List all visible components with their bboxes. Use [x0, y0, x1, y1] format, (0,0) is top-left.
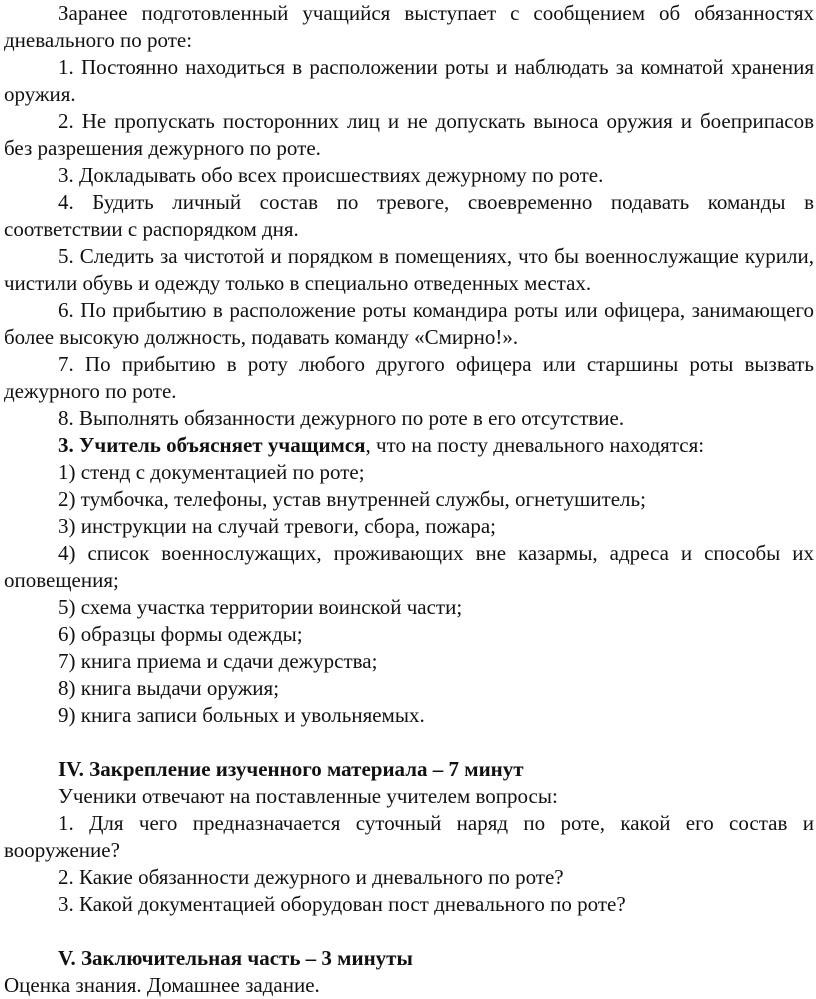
question-item: 3. Какой документацией оборудован пост дневального по роте? — [58, 892, 626, 916]
post-item: 8) книга выдачи оружия; — [58, 676, 280, 700]
section-4-lead: Ученики отвечают на поставленные учителем вопросы: — [58, 784, 558, 808]
questions-list — [4, 810, 814, 918]
post-item: 4) список военнослужащих, проживающих вне казармы, адреса и способы их оповещения; — [4, 541, 814, 592]
post-item: 1) стенд с документацией по роте; — [58, 460, 365, 484]
duty-item: 7. По прибытию в роту любого другого офицера или старшины роты вызвать дежурного по роте. — [4, 352, 814, 403]
question-item: 2. Какие обязанности дежурного и дневального по роте? — [58, 865, 564, 889]
post-item: 6) образцы формы одежды; — [58, 622, 303, 646]
spacer — [4, 918, 814, 945]
duty-item: 1. Постоянно находиться в расположении роты и наблюдать за комнатой хранения оружия. — [4, 55, 814, 106]
document-page — [4, 0, 814, 999]
spacer — [4, 729, 814, 756]
post-item: 3) инструкции на случай тревоги, сбора, пожара; — [58, 514, 497, 538]
duty-item: 3. Докладывать обо всех происшествиях дежурному по роте. — [58, 163, 604, 187]
section-5-heading: V. Заключительная часть – 3 минуты — [58, 946, 413, 970]
section-4-heading: IV. Закрепление изученного материала – 7 минут — [58, 757, 524, 781]
duty-item: 4. Будить личный состав по тревоге, своевременно подавать команды в соответствии с распорядком дня. — [4, 190, 814, 241]
post-item: 9) книга записи больных и увольняемых. — [58, 703, 425, 727]
teacher-bold-lead: 3. Учитель объясняет учащимся — [58, 433, 366, 457]
duty-item: 8. Выполнять обязанности дежурного по роте в его отсутствие. — [58, 406, 625, 430]
post-items-list — [4, 459, 814, 729]
intro-paragraph: Заранее подготовленный учащийся выступает с сообщением об обязанностях дневального по роте: — [4, 1, 814, 52]
duty-item: 5. Следить за чистотой и порядком в помещениях, что бы военнослужащие курили, чистили обувь и одежду только в специально отведенных местах. — [4, 244, 814, 295]
question-item: 1. Для чего предназначается суточный наряд по роте, какой его состав и вооружение? — [4, 811, 814, 862]
post-item: 7) книга приема и сдачи дежурства; — [58, 649, 378, 673]
duty-item: 6. По прибытию в расположение роты командира роты или офицера, занимающего более высокую должность, подавать команду «Смирно!». — [4, 298, 814, 349]
teacher-paragraph — [4, 432, 814, 459]
section-5-text: Оценка знания. Домашнее задание. — [4, 973, 320, 997]
post-item: 2) тумбочка, телефоны, устав внутренней службы, огнетушитель; — [58, 487, 646, 511]
duties-list — [4, 54, 814, 432]
post-item: 5) схема участка территории воинской части; — [58, 595, 463, 619]
duty-item: 2. Не пропускать посторонних лиц и не допускать выноса оружия и боеприпасов без разрешения дежурного по роте. — [4, 109, 814, 160]
teacher-rest: , что на посту дневального находятся: — [365, 433, 705, 457]
